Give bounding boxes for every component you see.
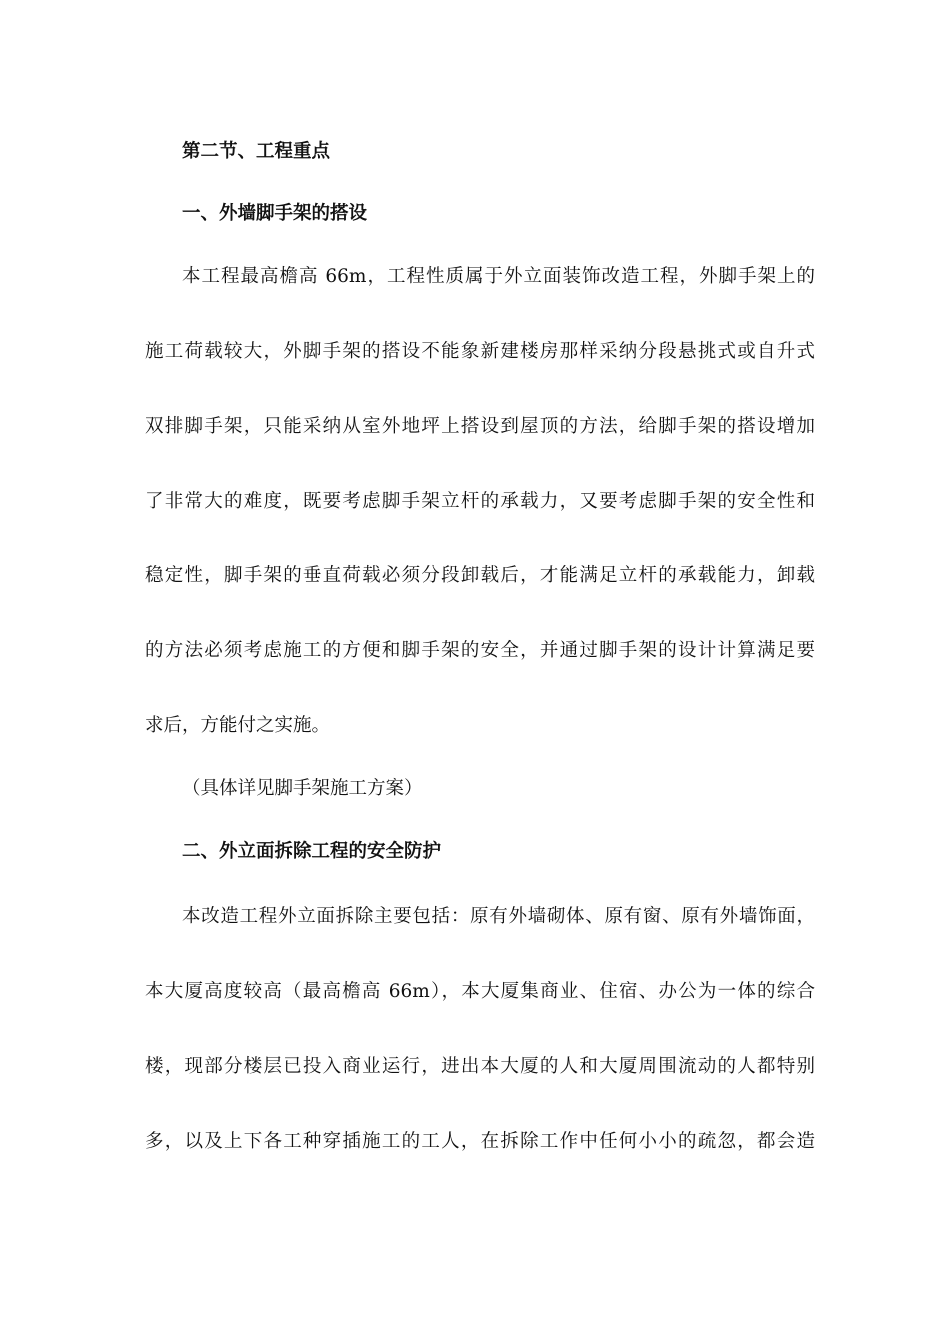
section-title: 第二节、工程重点: [182, 141, 331, 162]
heading-scaffolding: 一、外墙脚手架的搭设: [182, 203, 368, 224]
paragraph-1-line-6: 的方法必须考虑施工的方便和脚手架的安全，并通过脚手架的设计计算满足要: [145, 640, 815, 661]
paragraph-2-line-4: 多，以及上下各工种穿插施工的工人，在拆除工作中任何小小的疏忽，都会造: [145, 1131, 815, 1152]
heading-demolition-safety: 二、外立面拆除工程的安全防护: [182, 841, 442, 862]
note-see-scaffold-plan: （具体详见脚手架施工方案）: [182, 778, 423, 799]
paragraph-2-line-2: 本大厦高度较高（最高檐高 66m），本大厦集商业、住宿、办公为一体的综合: [145, 981, 815, 1002]
paragraph-1-line-7: 求后，方能付之实施。: [145, 715, 331, 736]
paragraph-2-line-3: 楼，现部分楼层已投入商业运行，进出本大厦的人和大厦周围流动的人都特别: [145, 1056, 815, 1077]
paragraph-1-line-2: 施工荷载较大，外脚手架的搭设不能象新建楼房那样采纳分段悬挑式或自升式: [145, 341, 815, 362]
paragraph-1-line-5: 稳定性，脚手架的垂直荷载必须分段卸载后，才能满足立杆的承载能力，卸载: [145, 565, 815, 586]
paragraph-1-line-3: 双排脚手架，只能采纳从室外地坪上搭设到屋顶的方法，给脚手架的搭设增加: [145, 416, 815, 437]
paragraph-1-line-1: 本工程最高檐高 66m，工程性质属于外立面装饰改造工程，外脚手架上的: [182, 266, 815, 287]
paragraph-1-line-4: 了非常大的难度，既要考虑脚手架立杆的承载力，又要考虑脚手架的安全性和: [145, 491, 815, 512]
paragraph-2-line-1: 本改造工程外立面拆除主要包括：原有外墙砌体、原有窗、原有外墙饰面，: [182, 906, 815, 927]
